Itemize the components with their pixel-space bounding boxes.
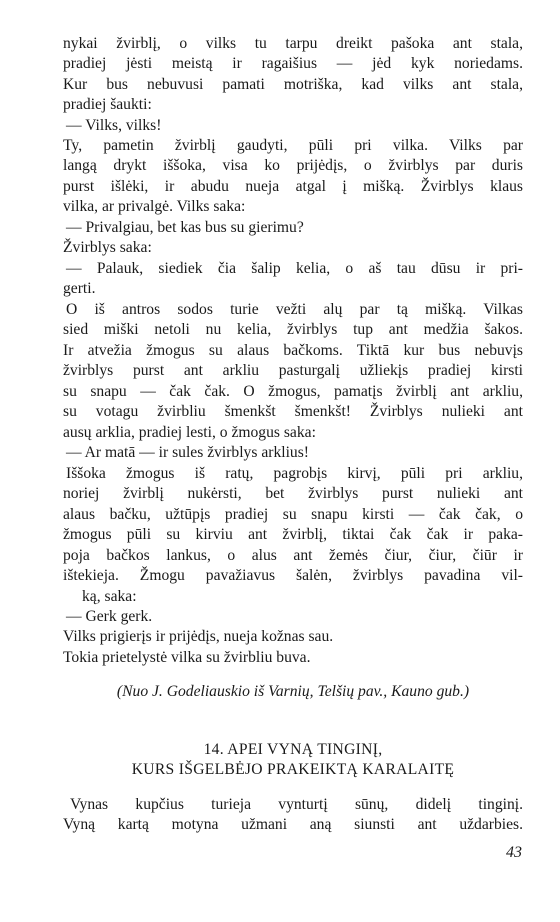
text-line: Ir atvežia žmogus su alaus bačkoms. Tiktā kur bus nebuvįs (63, 342, 523, 359)
text-line: alaus bačku, užtūpįs pradiej su snapu kirsti — čak čak, o (63, 506, 523, 523)
text-line: purst išlėki, ir abudu nueja atgal į mišką. Žvirblys klaus (63, 178, 523, 195)
text-line: noriej žvirblį nukėrsti, bet žvirblys purst nulieki ant (63, 485, 523, 502)
text-line: žvirblys purst ant arkliu pasturgalį užliekįs pradiej kirsti (63, 362, 523, 379)
text-line: Ty, pametin žvirblį gaudyti, pūli pri vilka. Vilks par (63, 137, 523, 154)
text-line: Vynas kupčius turieja vynturtį sūnų, didelį tinginį. (70, 796, 523, 813)
dialogue-line: — Privalgiau, bet kas bus su gierimu? (66, 219, 304, 236)
text-line: ausų arklia, pradiej lesti, o žmogus saka: (63, 424, 316, 441)
text-line: pradiej šaukti: (63, 96, 152, 113)
dialogue-line: — Palauk, siediek čia šalip kelia, o aš tau dūsu ir pri- (66, 260, 523, 277)
text-line: ką, saka: (82, 588, 137, 605)
text-line: poja bačkos lankus, o alus ant žemės čiur, čiur, čiūr ir (63, 547, 523, 564)
text-line: ištekieja. Žmogu pavažiavus šalėn, žvirblys pavadina vil- (63, 567, 523, 584)
text-line: Vilks prigierįs ir prijėdįs, nueja kožnas sau. (63, 628, 334, 645)
text-line: pradiej jėsti meistą ir ragaišius — jėd kyk noriedams. (63, 55, 523, 72)
page-number: 43 (506, 844, 522, 861)
text-line: Iššoka žmogus iš ratų, pagrobįs kirvį, pūli pri arkliu, (66, 465, 523, 482)
text-line: su votagu žvirbliu šmenkšt šmenkšt! Žvirblys nulieki ant (63, 403, 523, 420)
text-line: Tokia prietelystė vilka su žvirbliu buva. (63, 649, 311, 666)
text-line: nykai žvirblį, o vilks tu tarpu dreikt pašoka ant stala, (63, 35, 523, 52)
dialogue-line: — Gerk gerk. (66, 608, 153, 625)
dialogue-line: — Ar matā — ir sules žvirblys arklius! (66, 444, 309, 461)
text-line: langą drykt iššoka, visa ko prijėdįs, o žvirblys par duris (63, 157, 523, 174)
source-note: (Nuo J. Godeliauskio iš Varnių, Telšių pav., Kauno gub.) (116, 683, 470, 700)
text-line: Vyną kartą motyna užmani aną siunsti ant uždarbies. (63, 816, 523, 833)
text-line: Žvirblys saka: (63, 239, 152, 256)
text-line: gerti. (63, 280, 96, 297)
chapter-heading: KURS IŠGELBĖJO PRAKEIKTĄ KARALAITĘ (131, 761, 455, 778)
text-line: žmogus pūli su kirviu ant žvirblį, tiktai čak čak ir paka- (63, 526, 523, 543)
text-line: vilka, ar privalgė. Vilks saka: (63, 198, 246, 215)
text-line: Kur bus nebuvusi pamati motriška, kad vilks ant stala, (63, 76, 523, 93)
dialogue-line: — Vilks, vilks! (66, 117, 162, 134)
text-line: sied miški netoli nu kelia, žvirblys tup ant medžia šakos. (63, 321, 523, 338)
chapter-heading: 14. APEI VYNĄ TINGINĮ, (203, 741, 383, 758)
text-line: su snapu — čak čak. O žmogus, pamatįs žvirblį ant arkliu, (63, 383, 523, 400)
text-line: O iš antros sodos turie vežti alų par tą mišką. Vilkas (66, 301, 523, 318)
